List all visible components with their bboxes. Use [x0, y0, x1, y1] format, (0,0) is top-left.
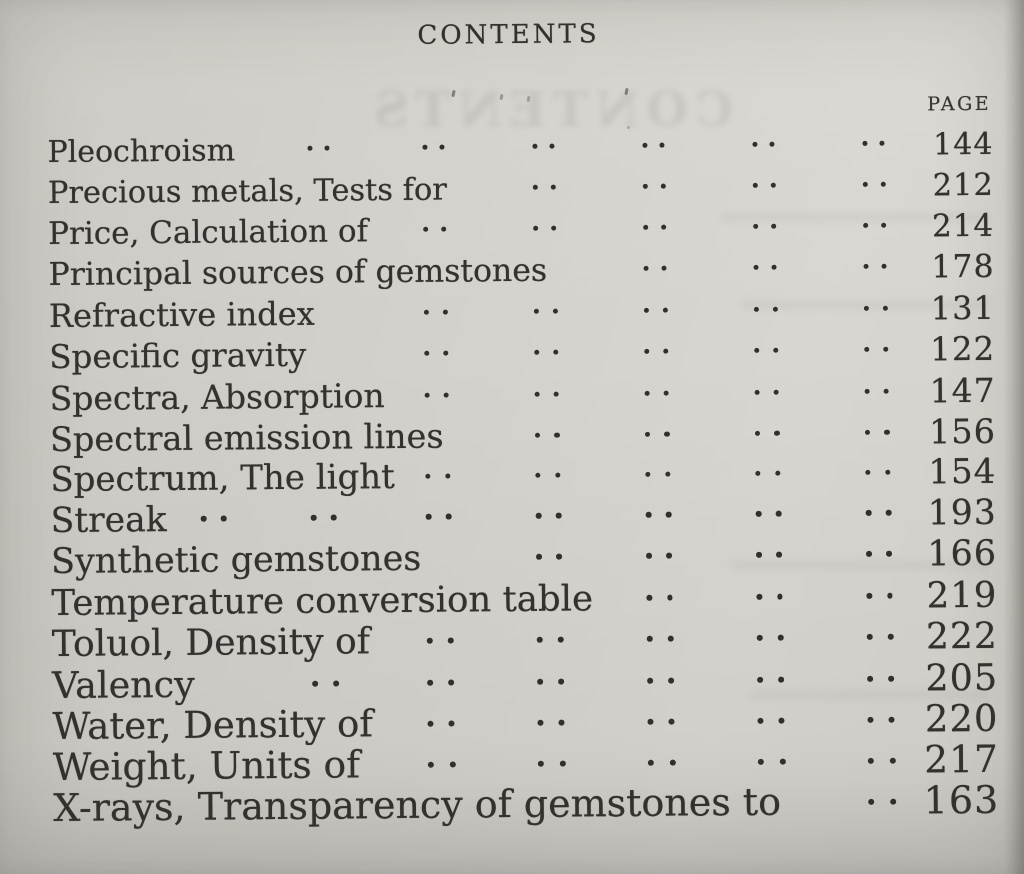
leader-dots [868, 772, 912, 813]
toc-entry-title: Water, Density of [52, 702, 374, 749]
leader-dots [424, 365, 463, 406]
leader-dots [754, 281, 791, 322]
leader-dots [644, 364, 683, 405]
toc-entry-title: Refractive index [48, 294, 315, 336]
leader-dots [427, 693, 470, 734]
leader-dots [647, 609, 689, 650]
leader-dots [425, 488, 465, 529]
toc-entry-title: Principal sources of gemstones [48, 252, 548, 294]
leader-dots [645, 486, 685, 527]
toc-entry-page: 212 [932, 167, 994, 204]
leader-dots [866, 526, 907, 567]
leader-dots [758, 731, 802, 772]
leader-dots [537, 692, 580, 733]
leader-dots [643, 200, 679, 241]
leader-dots [757, 650, 800, 691]
leader-dots [644, 323, 682, 364]
leader-dots [867, 649, 910, 690]
toc-entry-page: 178 [931, 248, 995, 286]
leader-dots [754, 322, 792, 363]
leader-dots [865, 444, 905, 485]
toc-row [3, 777, 1024, 831]
toc-entry-title: X-rays, Transparency of gemstones to [53, 779, 782, 831]
leader-dots [757, 690, 800, 731]
leader-dots [535, 405, 574, 446]
leader-dots [427, 652, 470, 693]
toc-entry-page: 166 [927, 533, 998, 575]
leader-dots [646, 527, 687, 568]
toc-entry-title: Price, Calculation of [48, 213, 369, 253]
leader-dots [648, 732, 692, 773]
toc-entry-title: Spectrum, The light [50, 457, 395, 501]
leader-dots [755, 486, 795, 527]
toc-entry-page: 205 [925, 655, 999, 700]
leader-dots [535, 446, 575, 487]
toc-entry-page: 214 [931, 207, 995, 245]
leader-dots [756, 568, 798, 609]
leader-dots [752, 117, 787, 158]
toc-entry-title: Precious metals, Tests for [47, 172, 448, 212]
leader-dots [312, 653, 355, 694]
leader-dots [425, 447, 465, 488]
leader-dots [538, 733, 582, 774]
leader-dots [533, 160, 569, 201]
leader-dots [200, 490, 240, 531]
leader-dots [428, 734, 472, 775]
toc-rows [0, 124, 1024, 830]
toc-entry-page: 122 [930, 329, 996, 369]
leader-dots [422, 119, 457, 160]
leader-dots [862, 116, 897, 157]
leader-dots [310, 489, 350, 530]
toc-entry-page: 131 [930, 288, 996, 328]
page-edge-shadow [1004, 0, 1024, 874]
leader-dots [863, 198, 899, 239]
leader-dots [307, 120, 342, 161]
leader-dots [865, 485, 905, 526]
leader-dots [866, 567, 908, 608]
toc-entry-page: 220 [924, 696, 999, 741]
showthrough-ghost-text: CONTENTS [366, 82, 734, 138]
leader-dots [754, 363, 793, 404]
leader-dots [646, 568, 688, 609]
leader-dots [427, 611, 469, 652]
toc-entry-title: Temperature conversion table [51, 578, 594, 625]
leader-dots [532, 119, 567, 160]
leader-dots [647, 650, 690, 691]
toc-entry-title: Valency [51, 662, 195, 708]
toc-entry-page: 144 [933, 126, 994, 163]
leader-dots [863, 157, 899, 198]
leader-dots [534, 364, 573, 405]
leader-dots [644, 282, 681, 323]
leader-dots [864, 280, 901, 321]
toc-entry-title: Pleochroism [47, 133, 236, 171]
leader-dots [643, 241, 680, 282]
leader-dots [536, 528, 577, 569]
leader-dots [865, 403, 904, 444]
toc-entry-page: 217 [924, 736, 1000, 782]
leader-dots [534, 323, 572, 364]
leader-dots [755, 445, 795, 486]
toc-entry-page: 193 [927, 492, 997, 534]
toc-entry-title: Spectra, Absorption [49, 376, 385, 419]
page-title: CONTENTS [417, 19, 600, 51]
toc-entry-page: 219 [926, 574, 998, 617]
leader-dots [867, 690, 910, 731]
leader-dots [424, 324, 462, 365]
leader-dots [863, 239, 900, 280]
toc-entry-page: 163 [923, 777, 1000, 823]
leader-dots [868, 731, 912, 772]
leader-dots [753, 199, 789, 240]
leader-dots [537, 651, 580, 692]
leader-dots [753, 240, 790, 281]
leader-dots [867, 608, 909, 649]
leader-dots [642, 118, 677, 159]
leader-dots [534, 282, 571, 323]
leader-dots [537, 610, 579, 651]
toc-entry-title: Specific gravity [49, 335, 307, 377]
toc-entry-title: Synthetic gemstones [50, 538, 422, 583]
leader-dots [864, 362, 903, 403]
leader-dots [756, 527, 797, 568]
leader-dots [424, 283, 461, 324]
leader-dots [647, 691, 690, 732]
leader-dots [643, 159, 679, 200]
toc-entry-page: 156 [928, 411, 997, 452]
leader-dots [753, 158, 789, 199]
leader-dots [757, 609, 799, 650]
toc-entry-title: Spectral emission lines [49, 416, 444, 460]
toc-entry-page: 222 [925, 615, 998, 658]
leader-dots [533, 200, 569, 241]
leader-dots [864, 321, 902, 362]
toc-entry-title: Streak [50, 500, 167, 542]
toc-entry-title: Toluol, Density of [51, 621, 371, 666]
leader-dots [645, 405, 684, 446]
leader-dots [423, 201, 459, 242]
page-column-label: PAGE [927, 92, 992, 116]
toc-entry-page: 154 [928, 451, 997, 493]
leader-dots [645, 445, 685, 486]
toc-entry-page: 147 [929, 370, 996, 411]
toc-entry-title: Weight, Units of [52, 742, 361, 790]
leader-dots [755, 404, 794, 445]
leader-dots [535, 487, 575, 528]
